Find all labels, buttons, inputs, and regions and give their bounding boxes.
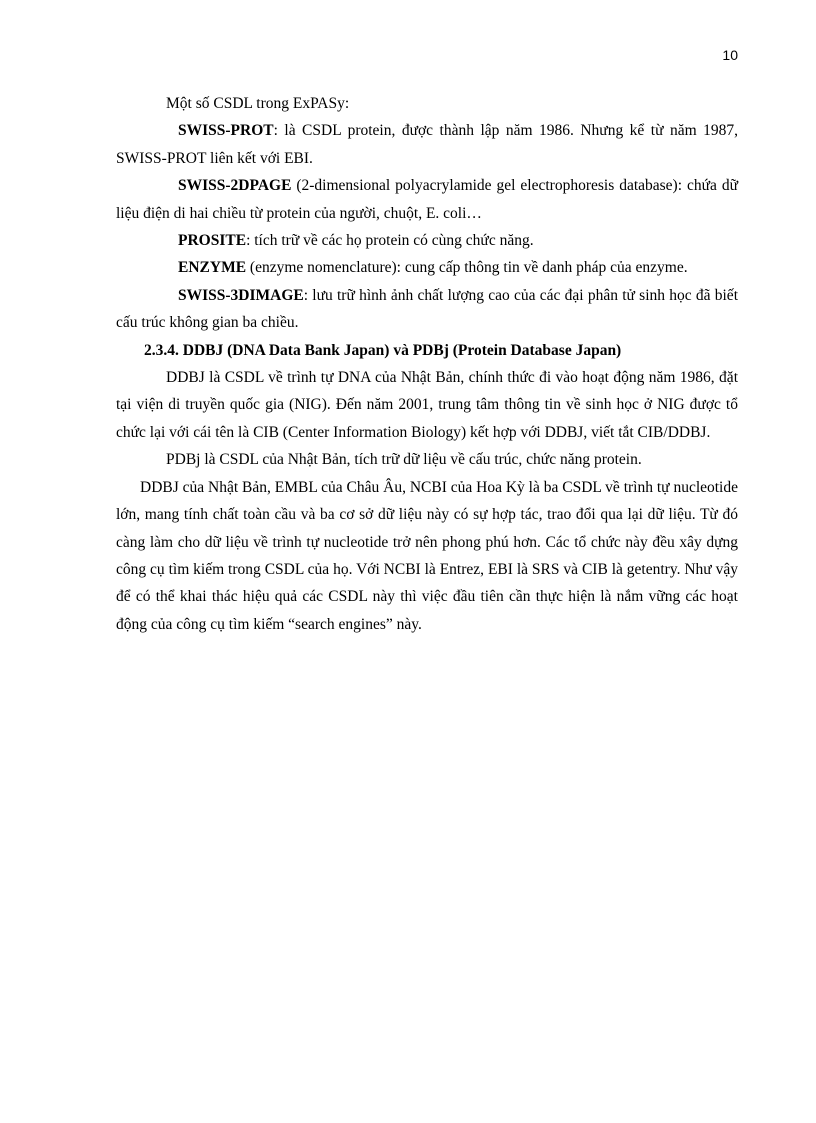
entry-term: PROSITE (178, 232, 247, 250)
entry-prosite (116, 227, 738, 254)
paragraph-pdbj: PDBj là CSDL của Nhật Bản, tích trữ dữ liệu về cấu trúc, chức năng protein. (166, 451, 642, 469)
entry-enzyme (116, 254, 738, 281)
section-heading: 2.3.4. DDBJ (DNA Data Bank Japan) và PDBj (Protein Database Japan) (144, 341, 622, 359)
entry-description: (enzyme nomenclature): cung cấp thông tin về danh pháp của enzyme. (246, 259, 688, 277)
entry-term: SWISS-3DIMAGE (178, 286, 304, 304)
document-body (116, 90, 738, 638)
intro-text: Một số CSDL trong ExPASy: (166, 95, 350, 112)
entry-description: : lưu trữ hình ảnh chất lượng cao của các đại phân tử sinh học đã biết cấu trúc không gian ba chiều. (116, 286, 738, 332)
paragraph-ddbj: DDBJ là CSDL về trình tự DNA của Nhật Bản, chính thức đi vào hoạt động năm 1986, đặt tại viện di truyền quốc gia (NIG). Đến năm 2001, trung tâm thông tin về sinh học ở NIG được tổ chức lại với cái tên là CIB (Center Information Biology) kết hợp với DDBJ, viết tắt CIB/DDBJ. (116, 369, 738, 441)
entry-description: (2-dimensional polyacrylamide gel electrophoresis database): chứa dữ liệu điện di hai chiều từ protein của người, chuột, E. coli… (116, 177, 738, 222)
paragraph-collaboration: DDBJ của Nhật Bản, EMBL của Châu Âu, NCBI của Hoa Kỳ là ba CSDL về trình tự nucleotide lớn, mang tính chất toàn cầu và ba cơ sở dữ liệu này có sự hợp tác, trao đổi qua lại dữ liệu. Từ đó càng làm cho dữ liệu về trình tự nucleotide trở nên phong phú hơn. Các tổ chức này đều xây dựng công cụ tìm kiếm trong CSDL của họ. Với NCBI là Entrez, EBI là SRS và CIB là getentry. Như vậy để có thể khai thác hiệu quả các CSDL này thì việc đầu tiên cần thực hiện là nắm vững các hoạt động của công cụ tìm kiếm “search engines” này. (116, 478, 738, 633)
entry-swiss-3dimage (116, 282, 738, 337)
entry-term: ENZYME (178, 259, 247, 277)
entry-term: SWISS-2DPAGE (178, 177, 292, 195)
page-number: 10 (722, 47, 738, 63)
entry-swiss-prot (116, 117, 738, 172)
entry-term: SWISS-PROT (178, 122, 274, 140)
entry-description: : tích trữ về các họ protein có cùng chức năng. (246, 232, 534, 250)
entry-description: : là CSDL protein, được thành lập năm 1986. Nhưng kể từ năm 1987, SWISS-PROT liên kết với EBI. (116, 122, 738, 167)
entry-swiss-2dpage (116, 172, 738, 227)
